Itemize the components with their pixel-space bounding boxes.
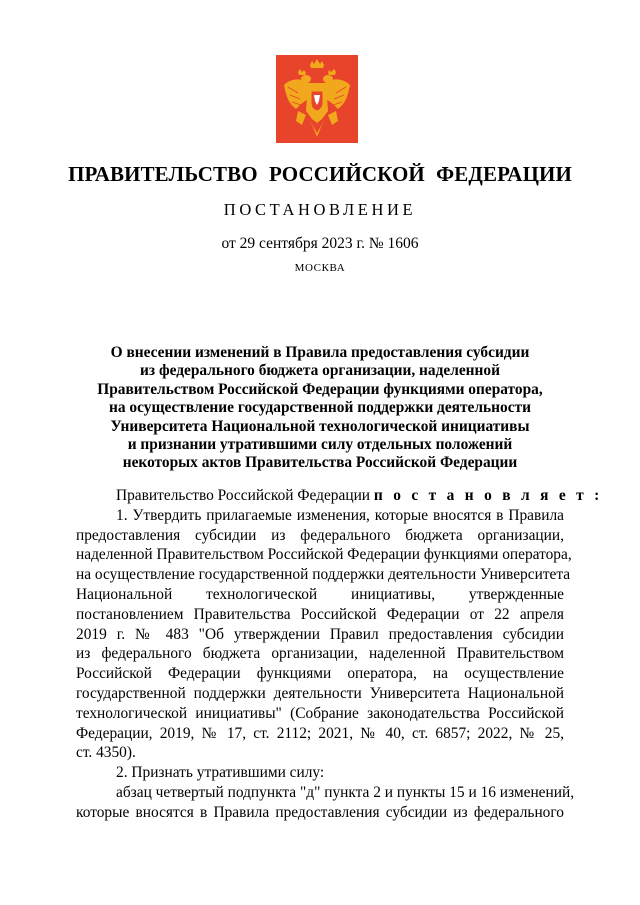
preamble bbox=[76, 486, 603, 506]
document-city: МОСКВА bbox=[294, 262, 346, 274]
paragraph-2-heading: 2. Признать утратившими силу: bbox=[116, 764, 325, 782]
subject-line: Правительством Российской Федерации функциями оператора, bbox=[97, 380, 543, 398]
paragraph-line: из федерального бюджета организации, наделенной Правительством bbox=[76, 645, 564, 663]
subject-line: некоторых актов Правительства Российской Федерации bbox=[122, 454, 518, 472]
decree-word: п о с т а н о в л я е т : bbox=[373, 487, 603, 504]
paragraph-line: Национальной технологической инициативы, утвержденные bbox=[76, 585, 564, 603]
paragraph-line: постановлением Правительства Российской Федерации от 22 апреля bbox=[76, 605, 564, 623]
paragraph-line: технологической инициативы" (Собрание законодательства Российской bbox=[76, 704, 564, 722]
subject-line: из федерального бюджета организации, наделенной bbox=[140, 362, 500, 380]
subject-line: О внесении изменений в Правила предоставления субсидии bbox=[110, 344, 530, 361]
paragraph-line: абзац четвертый подпункта "д" пункта 2 и пункты 15 и 16 изменений, bbox=[116, 783, 575, 801]
subject-line: на осуществление государственной поддержки деятельности bbox=[109, 399, 531, 417]
paragraph-line: наделенной Правительством Российской Федерации функциями оператора, bbox=[76, 546, 572, 564]
document-date-number: от 29 сентября 2023 г. № 1606 bbox=[221, 235, 419, 252]
document-subject bbox=[60, 344, 580, 473]
paragraph-line: предоставления субсидии из федерального бюджета организации, bbox=[76, 526, 564, 544]
paragraph-line: Российской Федерации функциями оператора, на осуществление bbox=[76, 665, 564, 683]
coat-of-arms-emblem bbox=[276, 55, 358, 143]
paragraph-line: которые вносятся в Правила предоставления субсидии из федерального bbox=[76, 803, 564, 821]
paragraph-line: Федерации, 2019, № 17, ст. 2112; 2021, № 40, ст. 6857; 2022, № 25, bbox=[76, 724, 564, 742]
paragraph-line: на осуществление государственной поддержки деятельности Университета bbox=[76, 566, 571, 584]
document-body bbox=[76, 486, 603, 823]
paragraph-2 bbox=[76, 763, 575, 822]
paragraph-line: 2019 г. № 483 "Об утверждении Правил предоставления субсидии bbox=[76, 625, 564, 643]
document-type: ПОСТАНОВЛЕНИЕ bbox=[223, 200, 417, 219]
paragraph-1 bbox=[76, 506, 572, 763]
government-title: ПРАВИТЕЛЬСТВО РОССИЙСКОЙ ФЕДЕРАЦИИ bbox=[68, 162, 572, 186]
paragraph-line: ст. 4350). bbox=[76, 744, 136, 762]
paragraph-line: 1. Утвердить прилагаемые изменения, которые вносятся в Правила bbox=[116, 506, 564, 524]
subject-line: Университета Национальной технологической инициативы bbox=[110, 417, 530, 435]
preamble-text: Правительство Российской Федерации bbox=[116, 487, 374, 504]
subject-line: и признании утратившими силу отдельных положений bbox=[127, 436, 513, 454]
paragraph-line: государственной поддержки деятельности Университета Национальной bbox=[76, 684, 564, 702]
